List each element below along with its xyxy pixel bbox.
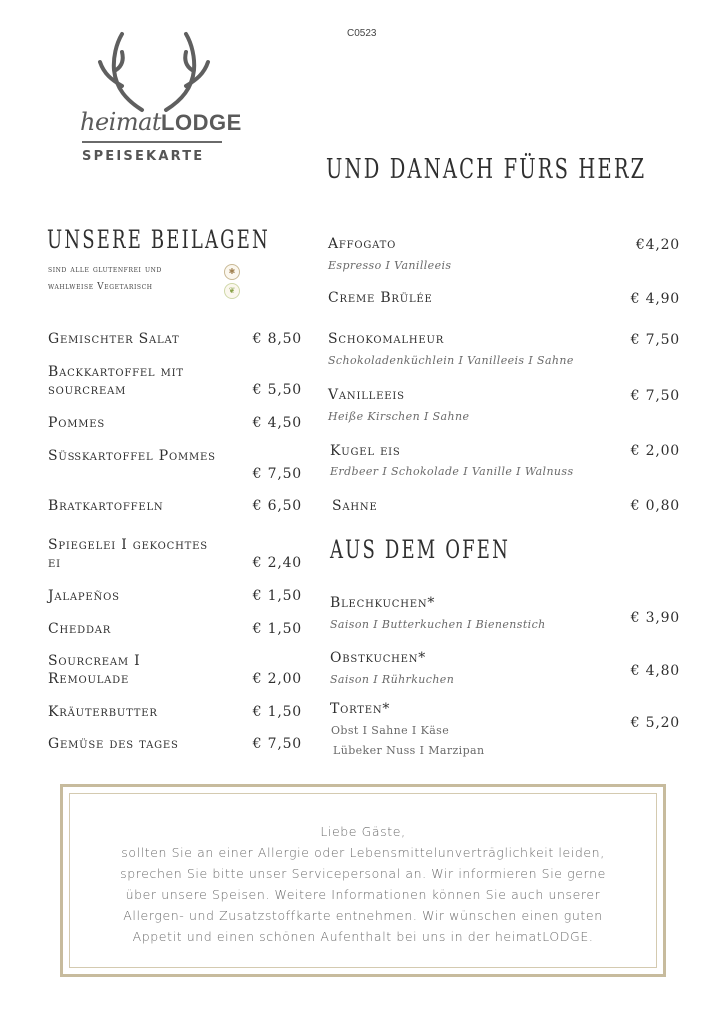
sides-note-line1: sind alle glutenfrei und xyxy=(48,265,162,275)
notice-text xyxy=(63,821,663,947)
side-item-name: Gemischter Salat xyxy=(48,331,180,347)
side-item-name: Sourcream I Remoulade xyxy=(48,653,141,687)
side-item-name: Kräuterbutter xyxy=(48,704,158,720)
brand-logo xyxy=(80,108,242,136)
side-item-price: € 4,50 xyxy=(252,415,302,431)
side-item-name: Jalapeños xyxy=(48,588,120,604)
dessert-item-price: € 7,50 xyxy=(630,388,680,404)
side-item-name: Süßkartoffel Pommes xyxy=(48,448,216,464)
side-item-price: € 6,50 xyxy=(252,498,302,514)
heading-oven: AUS DEM OFEN xyxy=(330,535,511,564)
dessert-item-name: Sahne xyxy=(332,498,378,514)
dessert-item-name: Vanilleeis xyxy=(328,387,405,403)
notice-line: sollten Sie an einer Allergie oder Lebensmittelunverträglichkeit leiden, xyxy=(121,845,605,860)
dessert-item-name: Schokomalheur xyxy=(328,331,445,347)
side-item-name: Bratkartoffeln xyxy=(48,498,164,514)
dessert-item-price: € 2,00 xyxy=(630,443,680,459)
allergy-notice-box xyxy=(60,784,666,977)
side-item-price: € 2,40 xyxy=(252,555,302,571)
oven-item-price: € 5,20 xyxy=(630,715,680,731)
dessert-item-price: € 4,90 xyxy=(630,291,680,307)
dessert-item-desc: Erdbeer I Schokolade I Vanille I Walnuss xyxy=(330,465,574,478)
dessert-item-price: €4,20 xyxy=(635,237,680,253)
oven-item-name: Torten* xyxy=(330,701,391,717)
side-item-name: Backkartoffel mit sourcream xyxy=(48,364,184,398)
side-item-name: Gemüse des tages xyxy=(48,736,179,752)
menu-subtitle: SPEISEKARTE xyxy=(82,149,205,164)
dessert-item-price: € 7,50 xyxy=(630,332,680,348)
side-item-price: € 1,50 xyxy=(252,704,302,720)
oven-item-desc: Obst I Sahne I Käse xyxy=(331,724,450,737)
notice-line: Appetit und einen schönen Aufenthalt bei uns in der heimatLODGE. xyxy=(132,929,594,944)
notice-line: sprechen Sie bitte unser Servicepersonal an. Wir informieren Sie gerne xyxy=(120,866,606,881)
dessert-item-desc: Heiße Kirschen I Sahne xyxy=(328,410,470,423)
side-item-name: Pommes xyxy=(48,415,106,431)
menu-code: C0523 xyxy=(347,28,377,39)
logo-divider xyxy=(82,141,222,143)
dessert-item-desc: Espresso I Vanilleeis xyxy=(328,259,452,272)
dessert-item-name: Creme Brülée xyxy=(328,290,433,306)
oven-item-price: € 4,80 xyxy=(630,663,680,679)
side-item-price: € 1,50 xyxy=(252,588,302,604)
notice-line: Liebe Gäste, xyxy=(320,824,406,839)
side-item-name: Spiegelei I gekochtes ei xyxy=(48,537,208,571)
sides-note-line2: wahlweise Vegetarisch xyxy=(48,282,153,292)
side-item-price: € 2,00 xyxy=(252,671,302,687)
dessert-item-price: € 0,80 xyxy=(630,498,680,514)
notice-line: Allergen- und Zusatzstoffkarte entnehmen. Wir wünschen einen guten xyxy=(123,908,603,923)
oven-item-name: Blechkuchen* xyxy=(330,595,436,611)
side-item-price: € 8,50 xyxy=(252,331,302,347)
brand-script: heimat xyxy=(80,108,162,136)
dessert-item-name: Kugel eis xyxy=(330,443,401,459)
side-item-price: € 7,50 xyxy=(252,736,302,752)
oven-item-name: Obstkuchen* xyxy=(330,650,427,666)
side-item-price: € 5,50 xyxy=(252,382,302,398)
side-item-name: Cheddar xyxy=(48,621,112,637)
brand-bold: LODGE xyxy=(161,110,242,135)
oven-item-desc: Saison I Butterkuchen I Bienenstich xyxy=(330,618,546,631)
oven-item-price: € 3,90 xyxy=(630,610,680,626)
side-item-price: € 7,50 xyxy=(252,466,302,482)
heading-sides: UNSERE BEILAGEN xyxy=(47,225,270,254)
wheat-crossed-icon: ✱ xyxy=(224,264,240,280)
dessert-item-name: Affogato xyxy=(328,236,397,252)
oven-item-desc: Saison I Rührkuchen xyxy=(330,673,455,686)
oven-item-desc-2: Lübeker Nuss I Marzipan xyxy=(333,744,485,757)
leaf-icon: ❦ xyxy=(224,283,240,299)
notice-line: über unsere Speisen. Weitere Informationen können Sie auch unserer xyxy=(125,887,601,902)
dessert-item-desc: Schokoladenküchlein I Vanilleeis I Sahne xyxy=(328,354,574,367)
heading-dessert: UND DANACH FÜRS HERZ xyxy=(326,154,647,185)
side-item-price: € 1,50 xyxy=(252,621,302,637)
